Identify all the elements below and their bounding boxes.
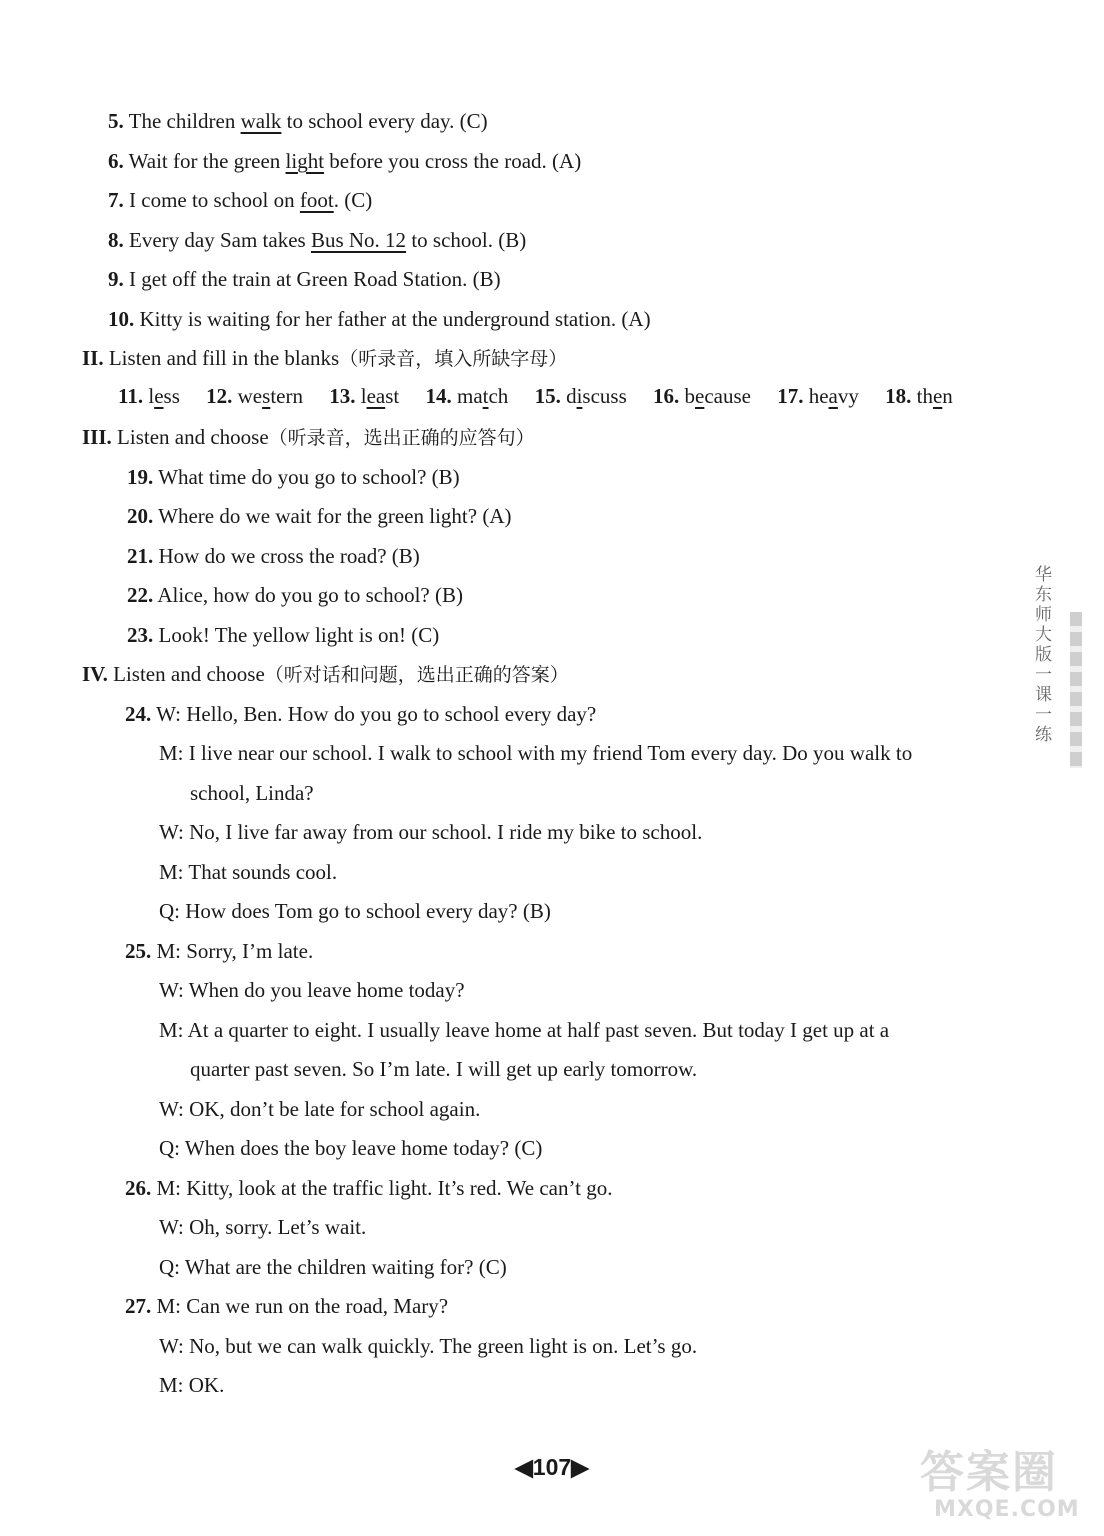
dialogue-line: W: Hello, Ben. How do you go to school every day? [156,702,597,726]
item-7 [108,185,1104,215]
dialogue-line: M: That sounds cool. [159,860,338,884]
item-19 [127,462,1104,492]
word-part: ma [456,384,483,408]
dialogue-line: W: When do you leave home today? [159,978,465,1002]
item-text: Alice, how do you go to school? (B) [157,583,463,607]
dialogue-line: W: No, I live far away from our school. I ride my bike to school. [159,820,703,844]
item-6 [108,146,1104,176]
word-part: b [684,384,695,408]
item-number: 21. [127,544,154,568]
side-tab-label: 华东师大版一课一练 [1031,565,1051,745]
item-text: before you cross the road. (A) [324,149,582,173]
fill-item [653,381,751,411]
item-text: The children [128,109,241,133]
item-text: What time do you go to school? (B) [158,465,460,489]
section-instruction: （听录音，填入所缺字母） [339,348,568,370]
word-part: th [916,384,933,408]
item-number: 25. [125,939,152,963]
item-text: Kitty is waiting for her father at the underground station. (A) [139,307,651,331]
item-number: 13. [329,384,356,408]
item-5 [108,106,1104,136]
section-title: Listen and choose [113,662,265,686]
item-number: 10. [108,307,135,331]
item-9 [108,264,1104,294]
section-number: IV. [82,662,108,686]
word-part: l [360,384,367,408]
item-number: 19. [127,465,154,489]
filled-letters: e [695,384,705,408]
item-number: 6. [108,149,124,173]
side-tab-strip [1070,612,1082,768]
section-heading-3 [82,422,1104,453]
word-part: ss [163,384,180,408]
dialogue-24-line [125,699,1104,729]
dialogue-line: M: Sorry, I’m late. [156,939,314,963]
item-number: 27. [125,1294,152,1318]
section-title: Listen and fill in the blanks [108,346,340,370]
item-number: 7. [108,188,124,212]
item-text: Wait for the green [128,149,286,173]
item-number: 12. [206,384,233,408]
dialogue-line: school, Linda? [190,781,314,805]
item-number: 23. [127,623,154,647]
item-number: 24. [125,702,152,726]
item-20 [127,501,1104,531]
item-number: 20. [127,504,154,528]
fill-item [425,381,508,411]
filled-letters: i [576,384,583,408]
item-text: Look! The yellow light is on! (C) [158,623,440,647]
item-number: 17. [777,384,804,408]
fill-item [885,381,953,411]
filled-letters: a [828,384,838,408]
word-part: st [385,384,400,408]
section-heading-4 [82,659,1104,690]
underlined-word: Bus No. 12 [310,228,407,252]
dialogue-line: M: OK. [159,1373,225,1397]
item-number: 26. [125,1176,152,1200]
watermark-text: 答案圈 [920,1447,1058,1498]
word-part: he [808,384,829,408]
word-part: scuss [582,384,627,408]
item-22 [127,580,1104,610]
item-text: to school. (B) [406,228,527,252]
word-part: d [566,384,577,408]
item-number: 11. [118,384,144,408]
item-text: How do we cross the road? (B) [158,544,420,568]
section-instruction: （听对话和问题，选出正确的答案） [264,664,569,686]
item-text: I get off the train at Green Road Station. (B) [129,267,501,291]
dialogue-27-line [125,1291,1104,1321]
word-part: n [942,384,953,408]
fill-item [206,381,303,411]
watermark-url: MXQE.COM [934,1497,1080,1522]
item-number: 15. [534,384,561,408]
word-part: vy [837,384,859,408]
section-heading-2 [82,343,1104,374]
filled-letters: t [482,384,489,408]
item-23 [127,620,1104,650]
item-10 [108,304,1104,334]
item-text: I come to school on [129,188,300,212]
watermark-logo [920,1447,1100,1530]
fill-item [777,381,859,411]
dialogue-26-line [125,1173,1104,1203]
item-number: 16. [653,384,680,408]
dialogue-line: M: At a quarter to eight. I usually leave home at half past seven. But today I get up at a [159,1018,890,1042]
fill-item [535,381,627,411]
word-part: ch [488,384,509,408]
filled-letters: e [154,384,164,408]
filled-letters: ea [366,384,386,408]
section-number: II. [82,346,104,370]
fill-item [118,381,180,411]
dialogue-line: W: Oh, sorry. Let’s wait. [159,1215,367,1239]
word-part: tern [270,384,303,408]
fill-blank-answers [118,381,953,411]
fill-item [329,381,399,411]
section-instruction: （听录音，选出正确的应答句） [268,427,535,449]
underlined-word: foot [299,188,334,212]
dialogue-25-line [125,936,1104,966]
item-number: 8. [108,228,124,252]
dialogue-line: M: I live near our school. I walk to school with my friend Tom every day. Do you walk to [159,741,913,765]
item-number: 9. [108,267,124,291]
item-8 [108,225,1104,255]
word-part: cause [704,384,751,408]
page-number: ◀107▶ [515,1454,589,1480]
dialogue-line: W: No, but we can walk quickly. The green light is on. Let’s go. [159,1334,698,1358]
dialogue-line: quarter past seven. So I’m late. I will get up early tomorrow. [190,1057,698,1081]
item-number: 18. [885,384,912,408]
filled-letters: s [262,384,271,408]
item-number: 22. [127,583,154,607]
filled-letters: e [932,384,943,408]
dialogue-line: M: Kitty, look at the traffic light. It’s red. We can’t go. [156,1176,613,1200]
item-21 [127,541,1104,571]
item-number: 5. [108,109,124,133]
dialogue-line: W: OK, don’t be late for school again. [159,1097,481,1121]
question-line: Q: What are the children waiting for? (C) [159,1255,507,1279]
item-text: Every day Sam takes [129,228,311,252]
dialogue-line: M: Can we run on the road, Mary? [156,1294,449,1318]
item-number: 14. [425,384,452,408]
word-part: l [148,384,155,408]
section-title: Listen and choose [117,425,269,449]
question-line: Q: How does Tom go to school every day? (B) [159,899,551,923]
item-text: . (C) [333,188,373,212]
word-part: we [237,384,263,408]
section-number: III. [82,425,112,449]
item-text: Where do we wait for the green light? (A) [158,504,512,528]
question-line: Q: When does the boy leave home today? (C) [159,1136,543,1160]
underlined-word: light [285,149,325,173]
underlined-word: walk [240,109,282,133]
item-text: to school every day. (C) [281,109,488,133]
